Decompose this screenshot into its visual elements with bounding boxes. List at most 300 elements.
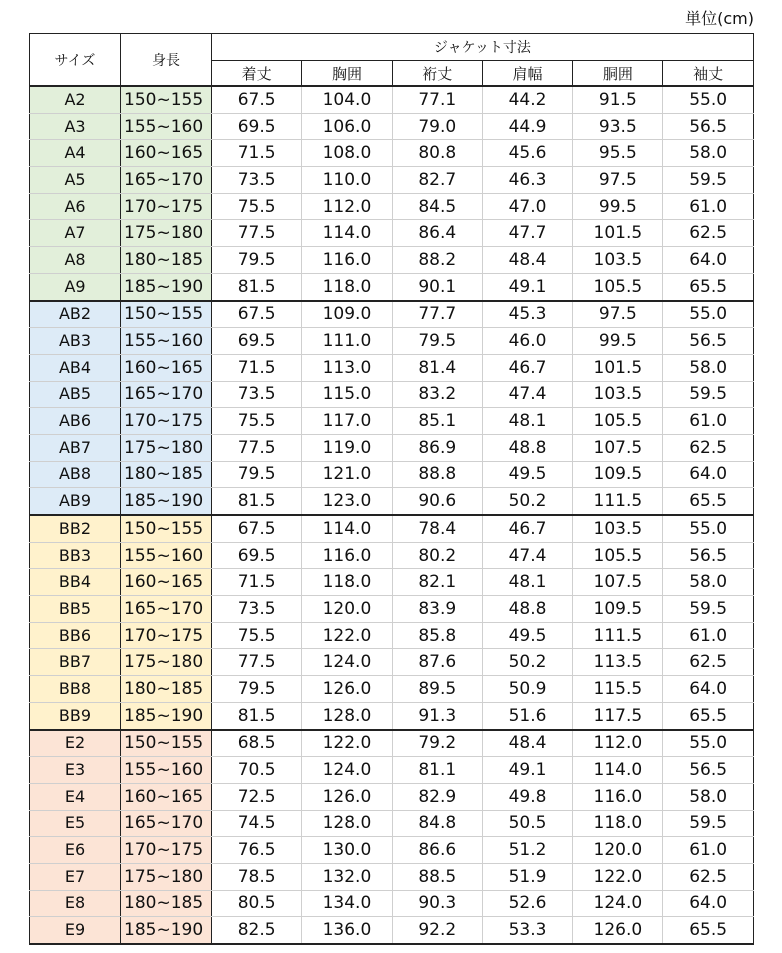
size-cell: BB2 xyxy=(30,515,121,542)
table-row xyxy=(30,917,754,944)
length-cell: 68.5 xyxy=(212,730,302,757)
shoulder-cell: 46.3 xyxy=(482,167,572,194)
sleeve-cell: 58.0 xyxy=(663,140,753,167)
height-cell: 185~190 xyxy=(121,917,212,944)
table-row xyxy=(30,220,754,247)
chest-cell: 130.0 xyxy=(302,837,392,864)
waist-cell: 109.5 xyxy=(573,461,663,488)
yuki-cell: 87.6 xyxy=(392,649,482,676)
yuki-cell: 79.2 xyxy=(392,730,482,757)
yuki-cell: 80.2 xyxy=(392,542,482,569)
length-cell: 79.5 xyxy=(212,676,302,703)
shoulder-cell: 48.8 xyxy=(482,434,572,461)
chest-cell: 117.0 xyxy=(302,408,392,435)
chest-cell: 128.0 xyxy=(302,810,392,837)
waist-cell: 107.5 xyxy=(573,569,663,596)
shoulder-cell: 44.2 xyxy=(482,86,572,113)
yuki-cell: 77.1 xyxy=(392,86,482,113)
size-column-header: サイズ xyxy=(30,34,121,87)
yuki-cell: 77.7 xyxy=(392,301,482,328)
table-row xyxy=(30,757,754,784)
shoulder-cell: 47.0 xyxy=(482,193,572,220)
size-cell: A8 xyxy=(30,247,121,274)
size-cell: E9 xyxy=(30,917,121,944)
unit-label: 単位(cm) xyxy=(685,9,754,28)
chest-cell: 134.0 xyxy=(302,890,392,917)
height-cell: 180~185 xyxy=(121,461,212,488)
size-cell: A5 xyxy=(30,167,121,194)
length-cell: 69.5 xyxy=(212,113,302,140)
height-cell: 155~160 xyxy=(121,113,212,140)
waist-cell: 105.5 xyxy=(573,273,663,300)
height-cell: 155~160 xyxy=(121,328,212,355)
chest-cell: 122.0 xyxy=(302,622,392,649)
column-header-waist: 胴囲 xyxy=(573,61,663,87)
sleeve-cell: 62.5 xyxy=(663,863,753,890)
shoulder-cell: 48.8 xyxy=(482,596,572,623)
height-cell: 185~190 xyxy=(121,702,212,729)
yuki-cell: 91.3 xyxy=(392,702,482,729)
chest-cell: 116.0 xyxy=(302,247,392,274)
column-header-yuki: 裄丈 xyxy=(392,61,482,87)
shoulder-cell: 49.1 xyxy=(482,273,572,300)
size-cell: E6 xyxy=(30,837,121,864)
sleeve-cell: 59.5 xyxy=(663,596,753,623)
shoulder-cell: 50.5 xyxy=(482,810,572,837)
sleeve-cell: 55.0 xyxy=(663,301,753,328)
chest-cell: 112.0 xyxy=(302,193,392,220)
table-row xyxy=(30,113,754,140)
waist-cell: 93.5 xyxy=(573,113,663,140)
waist-cell: 101.5 xyxy=(573,354,663,381)
height-cell: 170~175 xyxy=(121,837,212,864)
chest-cell: 124.0 xyxy=(302,649,392,676)
height-cell: 185~190 xyxy=(121,273,212,300)
length-cell: 78.5 xyxy=(212,863,302,890)
shoulder-cell: 47.4 xyxy=(482,542,572,569)
sleeve-cell: 62.5 xyxy=(663,434,753,461)
table-row xyxy=(30,649,754,676)
table-row xyxy=(30,328,754,355)
length-cell: 70.5 xyxy=(212,757,302,784)
table-row xyxy=(30,569,754,596)
waist-cell: 111.5 xyxy=(573,488,663,515)
waist-cell: 97.5 xyxy=(573,167,663,194)
sleeve-cell: 65.5 xyxy=(663,917,753,944)
height-cell: 185~190 xyxy=(121,488,212,515)
sleeve-cell: 56.5 xyxy=(663,542,753,569)
chest-cell: 126.0 xyxy=(302,783,392,810)
table-row xyxy=(30,488,754,515)
length-cell: 67.5 xyxy=(212,515,302,542)
sleeve-cell: 59.5 xyxy=(663,167,753,194)
sleeve-cell: 65.5 xyxy=(663,273,753,300)
size-cell: E2 xyxy=(30,730,121,757)
column-header-length: 着丈 xyxy=(212,61,302,87)
length-cell: 67.5 xyxy=(212,86,302,113)
chest-cell: 104.0 xyxy=(302,86,392,113)
shoulder-cell: 46.7 xyxy=(482,354,572,381)
table-row xyxy=(30,86,754,113)
height-cell: 180~185 xyxy=(121,890,212,917)
chest-cell: 109.0 xyxy=(302,301,392,328)
table-row xyxy=(30,434,754,461)
table-row xyxy=(30,381,754,408)
yuki-cell: 90.1 xyxy=(392,273,482,300)
shoulder-cell: 45.3 xyxy=(482,301,572,328)
waist-cell: 114.0 xyxy=(573,757,663,784)
table-body xyxy=(30,86,754,944)
yuki-cell: 78.4 xyxy=(392,515,482,542)
table-row xyxy=(30,167,754,194)
waist-cell: 122.0 xyxy=(573,863,663,890)
height-cell: 175~180 xyxy=(121,649,212,676)
length-cell: 77.5 xyxy=(212,434,302,461)
length-cell: 81.5 xyxy=(212,273,302,300)
size-cell: E4 xyxy=(30,783,121,810)
yuki-cell: 82.7 xyxy=(392,167,482,194)
yuki-cell: 82.1 xyxy=(392,569,482,596)
length-cell: 81.5 xyxy=(212,488,302,515)
shoulder-cell: 50.2 xyxy=(482,649,572,676)
yuki-cell: 90.6 xyxy=(392,488,482,515)
shoulder-cell: 51.6 xyxy=(482,702,572,729)
waist-cell: 117.5 xyxy=(573,702,663,729)
size-cell: BB7 xyxy=(30,649,121,676)
table-row xyxy=(30,702,754,729)
length-cell: 72.5 xyxy=(212,783,302,810)
chest-cell: 118.0 xyxy=(302,273,392,300)
table-row xyxy=(30,354,754,381)
shoulder-cell: 48.4 xyxy=(482,247,572,274)
waist-cell: 105.5 xyxy=(573,408,663,435)
yuki-cell: 89.5 xyxy=(392,676,482,703)
shoulder-cell: 44.9 xyxy=(482,113,572,140)
height-cell: 165~170 xyxy=(121,596,212,623)
table-row xyxy=(30,408,754,435)
table-row xyxy=(30,461,754,488)
chest-cell: 122.0 xyxy=(302,730,392,757)
table-row xyxy=(30,247,754,274)
chest-cell: 123.0 xyxy=(302,488,392,515)
table-row xyxy=(30,730,754,757)
waist-cell: 91.5 xyxy=(573,86,663,113)
yuki-cell: 80.8 xyxy=(392,140,482,167)
yuki-cell: 90.3 xyxy=(392,890,482,917)
waist-cell: 112.0 xyxy=(573,730,663,757)
yuki-cell: 86.9 xyxy=(392,434,482,461)
table-row xyxy=(30,783,754,810)
length-cell: 79.5 xyxy=(212,461,302,488)
waist-cell: 107.5 xyxy=(573,434,663,461)
length-cell: 71.5 xyxy=(212,354,302,381)
chest-cell: 120.0 xyxy=(302,596,392,623)
shoulder-cell: 48.4 xyxy=(482,730,572,757)
yuki-cell: 88.8 xyxy=(392,461,482,488)
sleeve-cell: 55.0 xyxy=(663,515,753,542)
chest-cell: 108.0 xyxy=(302,140,392,167)
height-cell: 150~155 xyxy=(121,515,212,542)
shoulder-cell: 50.2 xyxy=(482,488,572,515)
height-cell: 155~160 xyxy=(121,757,212,784)
height-cell: 170~175 xyxy=(121,408,212,435)
waist-cell: 103.5 xyxy=(573,247,663,274)
sleeve-cell: 64.0 xyxy=(663,676,753,703)
yuki-cell: 82.9 xyxy=(392,783,482,810)
height-cell: 150~155 xyxy=(121,86,212,113)
length-cell: 77.5 xyxy=(212,649,302,676)
size-cell: AB9 xyxy=(30,488,121,515)
chest-cell: 126.0 xyxy=(302,676,392,703)
sleeve-cell: 64.0 xyxy=(663,890,753,917)
yuki-cell: 86.6 xyxy=(392,837,482,864)
yuki-cell: 92.2 xyxy=(392,917,482,944)
size-cell: AB2 xyxy=(30,301,121,328)
waist-cell: 124.0 xyxy=(573,890,663,917)
column-header-shoulder: 肩幅 xyxy=(482,61,572,87)
jacket-size-table xyxy=(29,33,754,945)
column-header-chest: 胸囲 xyxy=(302,61,392,87)
table-row xyxy=(30,837,754,864)
yuki-cell: 81.4 xyxy=(392,354,482,381)
height-column-header: 身長 xyxy=(121,34,212,87)
chest-cell: 128.0 xyxy=(302,702,392,729)
length-cell: 79.5 xyxy=(212,247,302,274)
length-cell: 67.5 xyxy=(212,301,302,328)
waist-cell: 111.5 xyxy=(573,622,663,649)
sleeve-cell: 61.0 xyxy=(663,193,753,220)
sleeve-cell: 58.0 xyxy=(663,354,753,381)
length-cell: 75.5 xyxy=(212,622,302,649)
height-cell: 175~180 xyxy=(121,220,212,247)
sleeve-cell: 62.5 xyxy=(663,220,753,247)
size-cell: A7 xyxy=(30,220,121,247)
yuki-cell: 85.8 xyxy=(392,622,482,649)
length-cell: 76.5 xyxy=(212,837,302,864)
chest-cell: 119.0 xyxy=(302,434,392,461)
chest-cell: 115.0 xyxy=(302,381,392,408)
shoulder-cell: 51.2 xyxy=(482,837,572,864)
chest-cell: 132.0 xyxy=(302,863,392,890)
height-cell: 180~185 xyxy=(121,676,212,703)
sleeve-cell: 65.5 xyxy=(663,702,753,729)
size-cell: BB6 xyxy=(30,622,121,649)
size-cell: AB7 xyxy=(30,434,121,461)
waist-cell: 109.5 xyxy=(573,596,663,623)
shoulder-cell: 49.8 xyxy=(482,783,572,810)
waist-cell: 99.5 xyxy=(573,328,663,355)
height-cell: 175~180 xyxy=(121,434,212,461)
table-row xyxy=(30,863,754,890)
height-cell: 150~155 xyxy=(121,730,212,757)
length-cell: 74.5 xyxy=(212,810,302,837)
length-cell: 82.5 xyxy=(212,917,302,944)
size-cell: BB3 xyxy=(30,542,121,569)
yuki-cell: 84.8 xyxy=(392,810,482,837)
chest-cell: 114.0 xyxy=(302,515,392,542)
waist-cell: 101.5 xyxy=(573,220,663,247)
shoulder-cell: 47.4 xyxy=(482,381,572,408)
length-cell: 75.5 xyxy=(212,408,302,435)
waist-cell: 126.0 xyxy=(573,917,663,944)
waist-cell: 97.5 xyxy=(573,301,663,328)
shoulder-cell: 48.1 xyxy=(482,569,572,596)
sleeve-cell: 55.0 xyxy=(663,730,753,757)
size-cell: E8 xyxy=(30,890,121,917)
chest-cell: 106.0 xyxy=(302,113,392,140)
yuki-cell: 84.5 xyxy=(392,193,482,220)
length-cell: 69.5 xyxy=(212,328,302,355)
size-cell: A4 xyxy=(30,140,121,167)
length-cell: 71.5 xyxy=(212,140,302,167)
table-row xyxy=(30,515,754,542)
size-cell: A3 xyxy=(30,113,121,140)
table-row xyxy=(30,193,754,220)
height-cell: 155~160 xyxy=(121,542,212,569)
jacket-dimensions-group-header: ジャケット寸法 xyxy=(212,34,754,61)
sleeve-cell: 58.0 xyxy=(663,783,753,810)
yuki-cell: 79.5 xyxy=(392,328,482,355)
table-row xyxy=(30,810,754,837)
sleeve-cell: 62.5 xyxy=(663,649,753,676)
shoulder-cell: 48.1 xyxy=(482,408,572,435)
sleeve-cell: 61.0 xyxy=(663,622,753,649)
size-cell: E5 xyxy=(30,810,121,837)
shoulder-cell: 49.5 xyxy=(482,461,572,488)
yuki-cell: 85.1 xyxy=(392,408,482,435)
table-row xyxy=(30,301,754,328)
size-cell: E3 xyxy=(30,757,121,784)
height-cell: 165~170 xyxy=(121,381,212,408)
sleeve-cell: 64.0 xyxy=(663,461,753,488)
waist-cell: 113.5 xyxy=(573,649,663,676)
yuki-cell: 83.2 xyxy=(392,381,482,408)
size-cell: AB8 xyxy=(30,461,121,488)
chest-cell: 118.0 xyxy=(302,569,392,596)
yuki-cell: 88.5 xyxy=(392,863,482,890)
waist-cell: 105.5 xyxy=(573,542,663,569)
yuki-cell: 79.0 xyxy=(392,113,482,140)
length-cell: 69.5 xyxy=(212,542,302,569)
waist-cell: 103.5 xyxy=(573,515,663,542)
chest-cell: 110.0 xyxy=(302,167,392,194)
chest-cell: 111.0 xyxy=(302,328,392,355)
height-cell: 165~170 xyxy=(121,167,212,194)
height-cell: 160~165 xyxy=(121,140,212,167)
sleeve-cell: 65.5 xyxy=(663,488,753,515)
height-cell: 180~185 xyxy=(121,247,212,274)
shoulder-cell: 51.9 xyxy=(482,863,572,890)
table-row xyxy=(30,273,754,300)
size-cell: BB5 xyxy=(30,596,121,623)
sleeve-cell: 56.5 xyxy=(663,757,753,784)
waist-cell: 120.0 xyxy=(573,837,663,864)
length-cell: 80.5 xyxy=(212,890,302,917)
size-cell: BB8 xyxy=(30,676,121,703)
length-cell: 73.5 xyxy=(212,596,302,623)
size-cell: AB3 xyxy=(30,328,121,355)
height-cell: 175~180 xyxy=(121,863,212,890)
length-cell: 73.5 xyxy=(212,167,302,194)
size-cell: BB9 xyxy=(30,702,121,729)
table-header xyxy=(30,34,754,87)
sleeve-cell: 55.0 xyxy=(663,86,753,113)
chest-cell: 124.0 xyxy=(302,757,392,784)
height-cell: 165~170 xyxy=(121,810,212,837)
chest-cell: 114.0 xyxy=(302,220,392,247)
size-cell: A9 xyxy=(30,273,121,300)
waist-cell: 115.5 xyxy=(573,676,663,703)
sleeve-cell: 61.0 xyxy=(663,837,753,864)
size-cell: AB6 xyxy=(30,408,121,435)
size-cell: AB5 xyxy=(30,381,121,408)
shoulder-cell: 53.3 xyxy=(482,917,572,944)
chest-cell: 113.0 xyxy=(302,354,392,381)
height-cell: 160~165 xyxy=(121,569,212,596)
length-cell: 77.5 xyxy=(212,220,302,247)
waist-cell: 95.5 xyxy=(573,140,663,167)
waist-cell: 116.0 xyxy=(573,783,663,810)
shoulder-cell: 46.0 xyxy=(482,328,572,355)
length-cell: 81.5 xyxy=(212,702,302,729)
height-cell: 150~155 xyxy=(121,301,212,328)
height-cell: 170~175 xyxy=(121,622,212,649)
length-cell: 73.5 xyxy=(212,381,302,408)
length-cell: 71.5 xyxy=(212,569,302,596)
table-row xyxy=(30,596,754,623)
sleeve-cell: 58.0 xyxy=(663,569,753,596)
sleeve-cell: 56.5 xyxy=(663,328,753,355)
size-cell: E7 xyxy=(30,863,121,890)
table-row xyxy=(30,140,754,167)
yuki-cell: 81.1 xyxy=(392,757,482,784)
height-cell: 160~165 xyxy=(121,354,212,381)
chest-cell: 121.0 xyxy=(302,461,392,488)
shoulder-cell: 52.6 xyxy=(482,890,572,917)
sleeve-cell: 56.5 xyxy=(663,113,753,140)
shoulder-cell: 50.9 xyxy=(482,676,572,703)
table-row xyxy=(30,622,754,649)
table-row xyxy=(30,542,754,569)
shoulder-cell: 46.7 xyxy=(482,515,572,542)
size-cell: BB4 xyxy=(30,569,121,596)
yuki-cell: 88.2 xyxy=(392,247,482,274)
shoulder-cell: 45.6 xyxy=(482,140,572,167)
shoulder-cell: 49.1 xyxy=(482,757,572,784)
shoulder-cell: 47.7 xyxy=(482,220,572,247)
height-cell: 160~165 xyxy=(121,783,212,810)
chest-cell: 136.0 xyxy=(302,917,392,944)
sleeve-cell: 64.0 xyxy=(663,247,753,274)
length-cell: 75.5 xyxy=(212,193,302,220)
table-row xyxy=(30,890,754,917)
waist-cell: 103.5 xyxy=(573,381,663,408)
sleeve-cell: 61.0 xyxy=(663,408,753,435)
shoulder-cell: 49.5 xyxy=(482,622,572,649)
sleeve-cell: 59.5 xyxy=(663,810,753,837)
waist-cell: 99.5 xyxy=(573,193,663,220)
size-cell: A6 xyxy=(30,193,121,220)
waist-cell: 118.0 xyxy=(573,810,663,837)
size-cell: AB4 xyxy=(30,354,121,381)
table-row xyxy=(30,676,754,703)
sleeve-cell: 59.5 xyxy=(663,381,753,408)
yuki-cell: 83.9 xyxy=(392,596,482,623)
yuki-cell: 86.4 xyxy=(392,220,482,247)
column-header-sleeve: 袖丈 xyxy=(663,61,753,87)
height-cell: 170~175 xyxy=(121,193,212,220)
chest-cell: 116.0 xyxy=(302,542,392,569)
